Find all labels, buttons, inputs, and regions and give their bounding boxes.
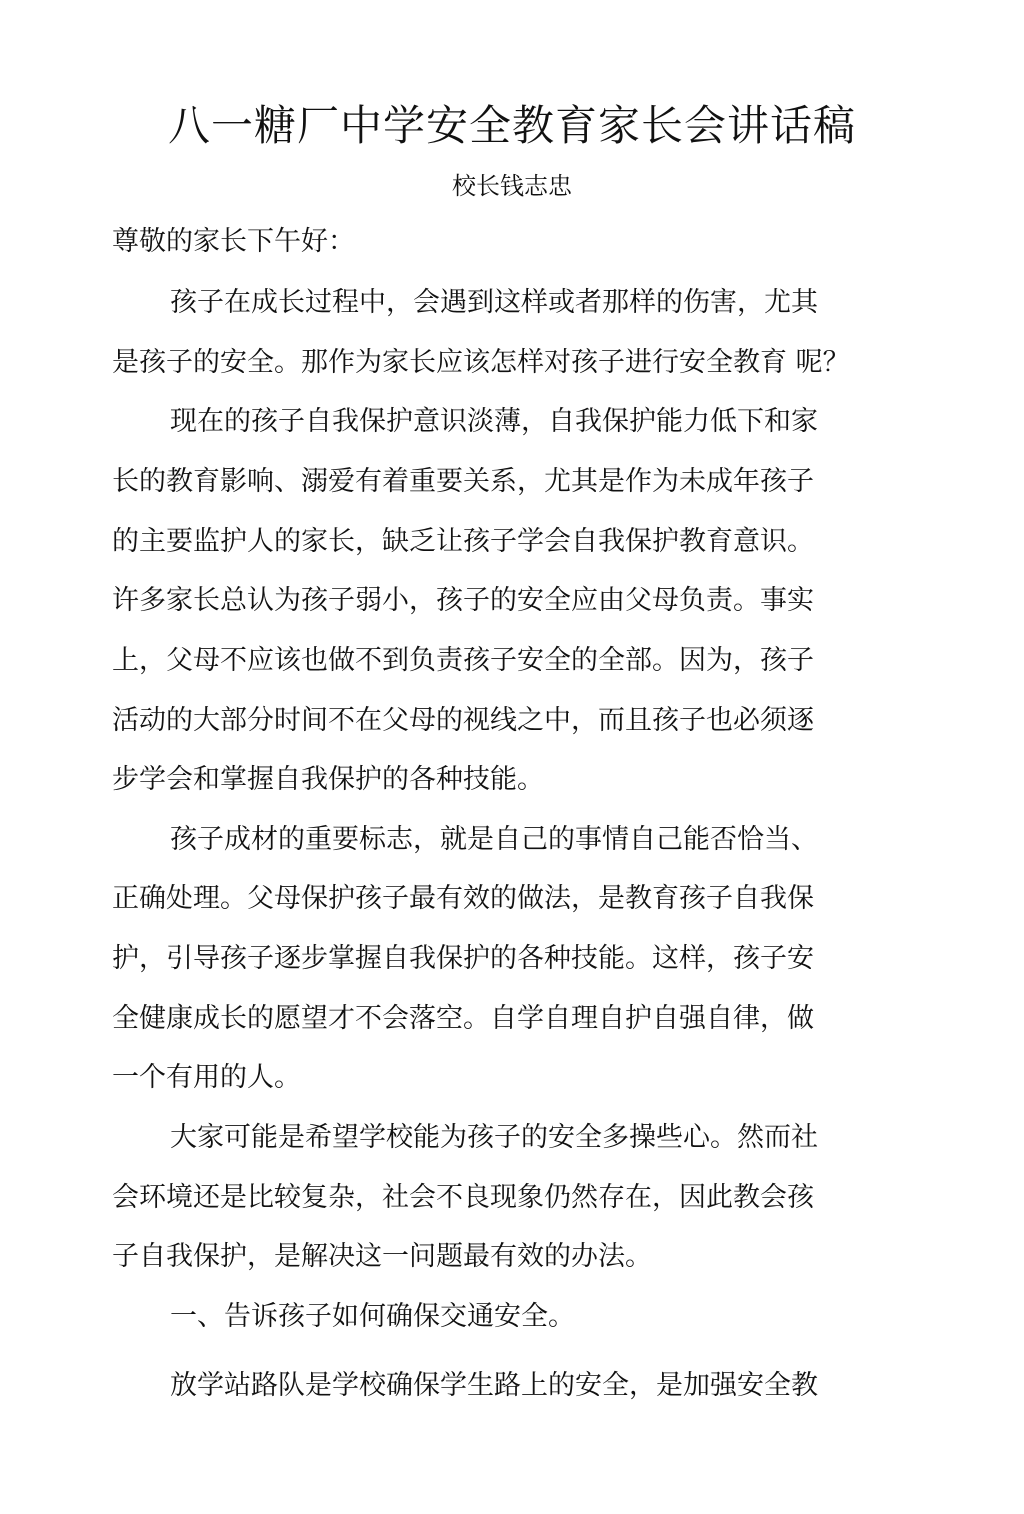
text-line: 正确处理。父母保护孩子最有效的做法，是教育孩子自我保 [112,883,814,914]
text-line: 护，引导孩子逐步掌握自我保护的各种技能。这样，孩子安 [112,943,814,974]
document-author: 校长钱志忠 [452,172,572,200]
text-line: 全健康成长的愿望才不会落空。自学自理自护自强自律，做 [112,1003,814,1034]
text-line: 孩子在成长过程中，会遇到这样或者那样的伤害，尤其 [170,287,818,318]
text-line: 放学站路队是学校确保学生路上的安全，是加强安全教 [170,1370,818,1401]
text-line: 许多家长总认为孩子弱小，孩子的安全应由父母负责。事实 [112,585,814,616]
document-title: 八一糖厂中学安全教育家长会讲话稿 [167,101,856,150]
text-line: 现在的孩子自我保护意识淡薄，自我保护能力低下和家 [170,406,818,437]
text-line: 步学会和掌握自我保护的各种技能。 [112,764,544,795]
section-heading: 一、告诉孩子如何确保交通安全。 [170,1301,575,1332]
text-line: 尊敬的家长下午好： [112,226,355,257]
text-line: 一个有用的人。 [112,1062,301,1093]
text-line: 孩子成材的重要标志，就是自己的事情自己能否恰当、 [170,824,818,855]
text-line: 是孩子的安全。那作为家长应该怎样对孩子进行安全教育 呢？ [112,347,850,378]
text-line: 会环境还是比较复杂，社会不良现象仍然存在，因此教会孩 [112,1182,814,1213]
text-line: 大家可能是希望学校能为孩子的安全多操些心。然而社 [170,1122,818,1153]
text-line: 长的教育影响、溺爱有着重要关系，尤其是作为未成年孩子 [112,466,814,497]
text-line: 的主要监护人的家长，缺乏让孩子学会自我保护教育意识。 [112,526,814,557]
text-line: 子自我保护，是解决这一问题最有效的办法。 [112,1241,652,1272]
text-line: 上，父母不应该也做不到负责孩子安全的全部。因为，孩子 [112,645,814,676]
text-line: 活动的大部分时间不在父母的视线之中，而且孩子也必须逐 [112,705,814,736]
